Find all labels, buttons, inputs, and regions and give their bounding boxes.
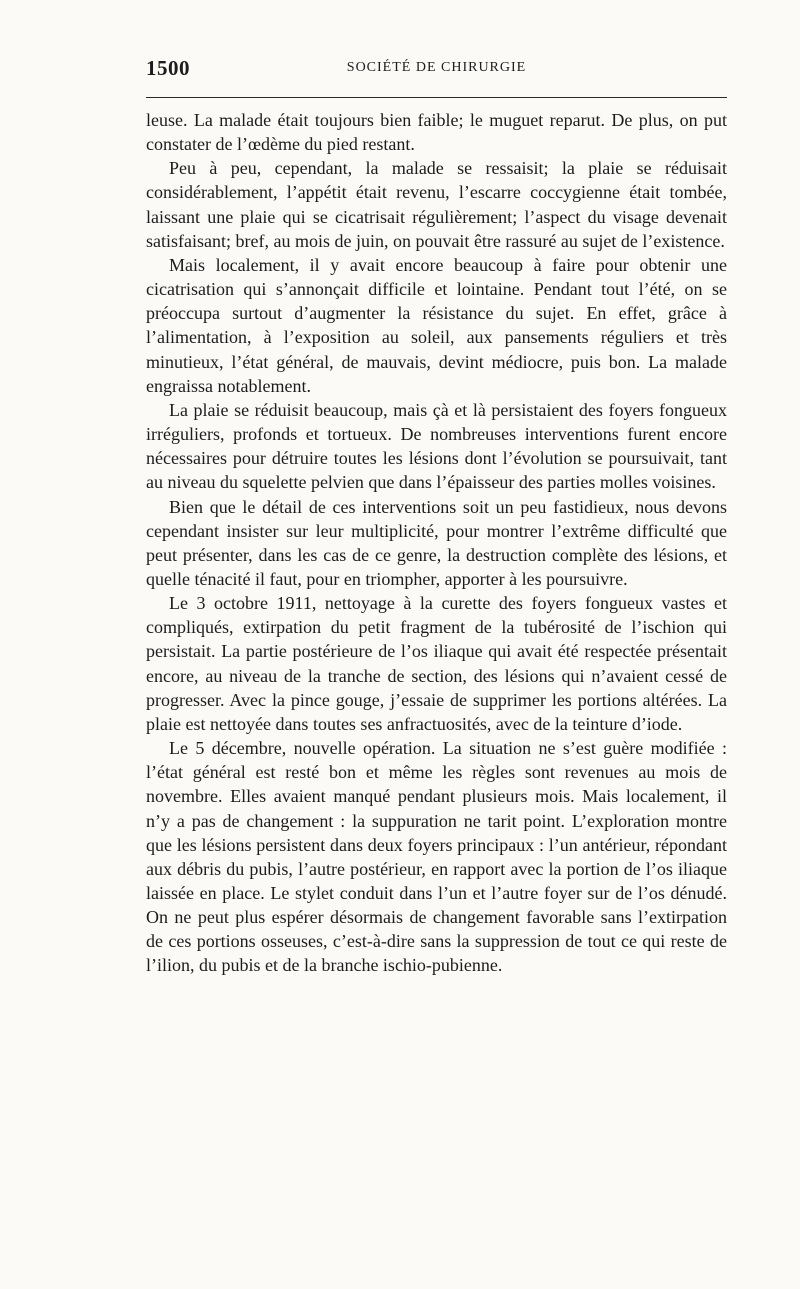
body-text xyxy=(146,108,727,978)
running-head: SOCIÉTÉ DE CHIRURGIE xyxy=(346,60,527,75)
header-rule xyxy=(146,97,727,98)
paragraph: Le 5 décembre, nouvelle opération. La situation ne s’est guère modifiée : l’état général est resté bon et même les règles sont revenues au mois de novembre. Elles avaient manqué pendant plusieurs mois. Mais localement, il n’y a pas de changement : la suppuration ne tarit point. L’exploration montre que les lésions persistent dans deux foyers principaux : l’un antérieur, répondant aux débris du pubis, l’autre postérieur, en rapport avec la portion de l’os iliaque laissée en place. Le stylet conduit dans l’un et l’autre foyer sur de l’os dénudé. On ne peut plus espérer désormais de changement favorable sans l’extirpation de ces portions osseuses, c’est-à-dire sans la suppression de tout ce qui reste de l’ilion, du pubis et de la branche ischio-pubienne. xyxy=(146,738,727,976)
paragraph: Bien que le détail de ces interventions soit un peu fastidieux, nous devons cependant insister sur leur multiplicité, pour montrer l’extrême difficulté que peut présenter, dans les cas de ce genre, la destruction complète des lésions, et quelle ténacité il faut, pour en triompher, apporter à les poursuivre. xyxy=(146,496,727,589)
paragraph: La plaie se réduisit beaucoup, mais çà et là persistaient des foyers fongueux irréguliers, profonds et tortueux. De nombreuses interventions furent encore nécessaires pour détruire toutes les lésions dont l’évolution se poursuivait, tant au niveau du squelette pelvien que dans l’épaisseur des parties molles voisines. xyxy=(146,399,727,493)
paragraph: Peu à peu, cependant, la malade se ressaisit; la plaie se réduisait considérablement, l’appétit était revenu, l’escarre coccygienne était tombée, laissant une plaie qui se cicatrisait régulièrement; l’aspect du visage devenait satisfaisant; bref, au mois de juin, on pouvait être rassuré au sujet de l’existence. xyxy=(146,158,727,251)
paragraph: Le 3 octobre 1911, nettoyage à la curette des foyers fongueux vastes et compliqués, extirpation du petit fragment de la tubérosité de l’ischion qui persistait. La partie postérieure de l’os iliaque qui avait été respectée présentait encore, au niveau de la tranche de section, des lésions qui n’avaient cessé de progresser. Avec la pince gouge, j’essaie de supprimer les portions altérées. La plaie est nettoyée dans toutes ses anfractuosités, avec de la teinture d’iode. xyxy=(146,593,727,734)
page-header xyxy=(146,50,727,84)
paragraph: Mais localement, il y avait encore beaucoup à faire pour obtenir une cicatrisation qui s’annonçait difficile et lointaine. Pendant tout l’été, on se préoccupa surtout d’augmenter la résistance du sujet. En effet, grâce à l’alimentation, à l’exposition au soleil, aux pansements réguliers et très minutieux, l’état général, de mauvais, devint médiocre, puis bon. La malade engraissa notablement. xyxy=(146,254,727,396)
paragraph: leuse. La malade était toujours bien faible; le muguet reparut. De plus, on put constater de l’œdème du pied restant. xyxy=(146,110,727,155)
page-number: 1500 xyxy=(146,56,190,80)
